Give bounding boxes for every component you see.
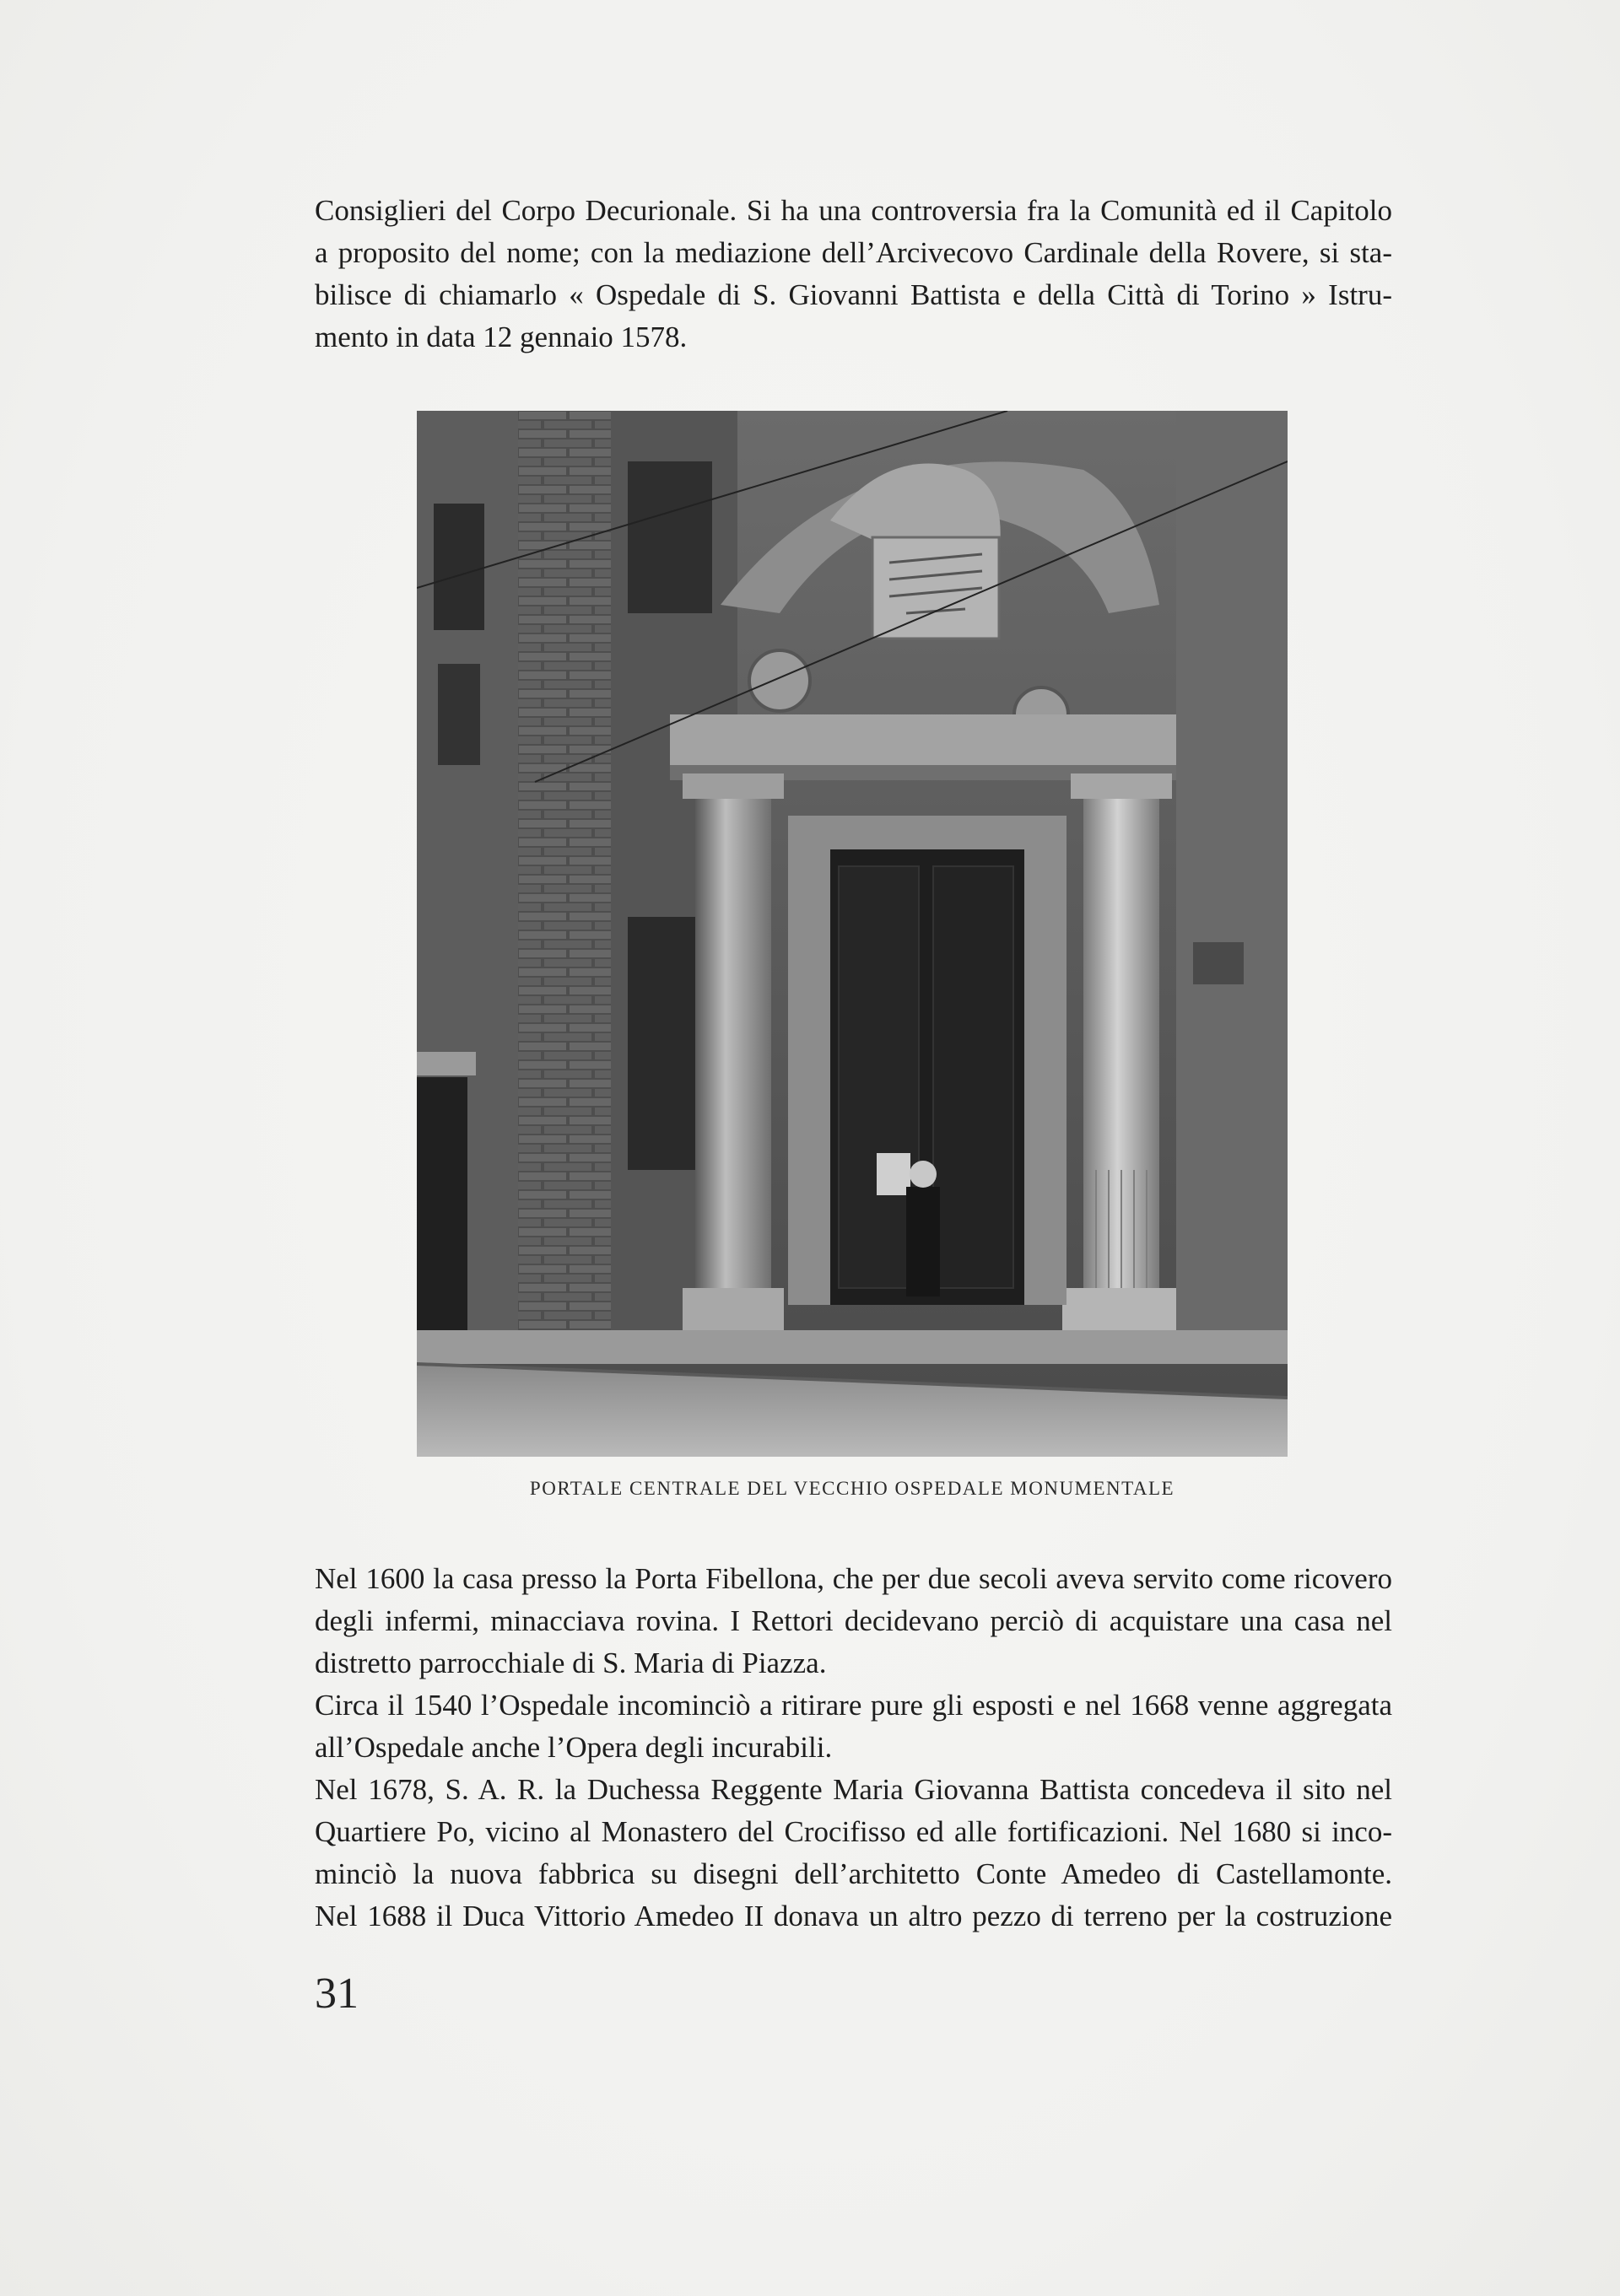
text-line: a proposito del nome; con la mediazione dell’Arcivecovo Cardinale della Rovere, si sta-	[315, 236, 1392, 269]
text-line: distretto parrocchiale di S. Maria di Piazza.	[315, 1647, 827, 1679]
text-line: Circa il 1540 l’Ospedale incominciò a ritirare pure gli esposti e nel 1668 venne aggregata	[315, 1689, 1392, 1722]
text-line: minciò la nuova fabbrica su disegni dell’architetto Conte Amedeo di Castellamonte.	[315, 1857, 1392, 1890]
text-line: all’Ospedale anche l’Opera degli incurabili.	[315, 1731, 833, 1764]
photo-caption: PORTALE CENTRALE DEL VECCHIO OSPEDALE MONUMENTALE	[529, 1478, 1175, 1499]
text-line: mento in data 12 gennaio 1578.	[315, 321, 688, 353]
text-line: bilisce di chiamarlo « Ospedale di S. Giovanni Battista e della Città di Torino » Istru-	[315, 278, 1392, 311]
text-line: degli infermi, minacciava rovina. I Rettori decidevano perciò di acquistare una casa nel	[315, 1604, 1392, 1637]
page-number: 31	[315, 1970, 359, 2018]
text-line: Consiglieri del Corpo Decurionale. Si ha una controversia fra la Comunità ed il Capitolo	[315, 194, 1392, 227]
top-paragraph	[315, 190, 1392, 358]
text-line: Quartiere Po, vicino al Monastero del Crocifisso ed alle fortificazioni. Nel 1680 si inco-	[315, 1815, 1392, 1848]
bottom-paragraph	[315, 1558, 1392, 1938]
text-line: Nel 1678, S. A. R. la Duchessa Reggente Maria Giovanna Battista concedeva il sito nel	[315, 1773, 1392, 1806]
building-portal-photo	[417, 411, 1288, 1457]
text-line: Nel 1688 il Duca Vittorio Amedeo II donava un altro pezzo di terreno per la costruzione	[315, 1900, 1392, 1932]
text-line: Nel 1600 la casa presso la Porta Fibellona, che per due secoli aveva servito come ricovero	[315, 1562, 1392, 1595]
